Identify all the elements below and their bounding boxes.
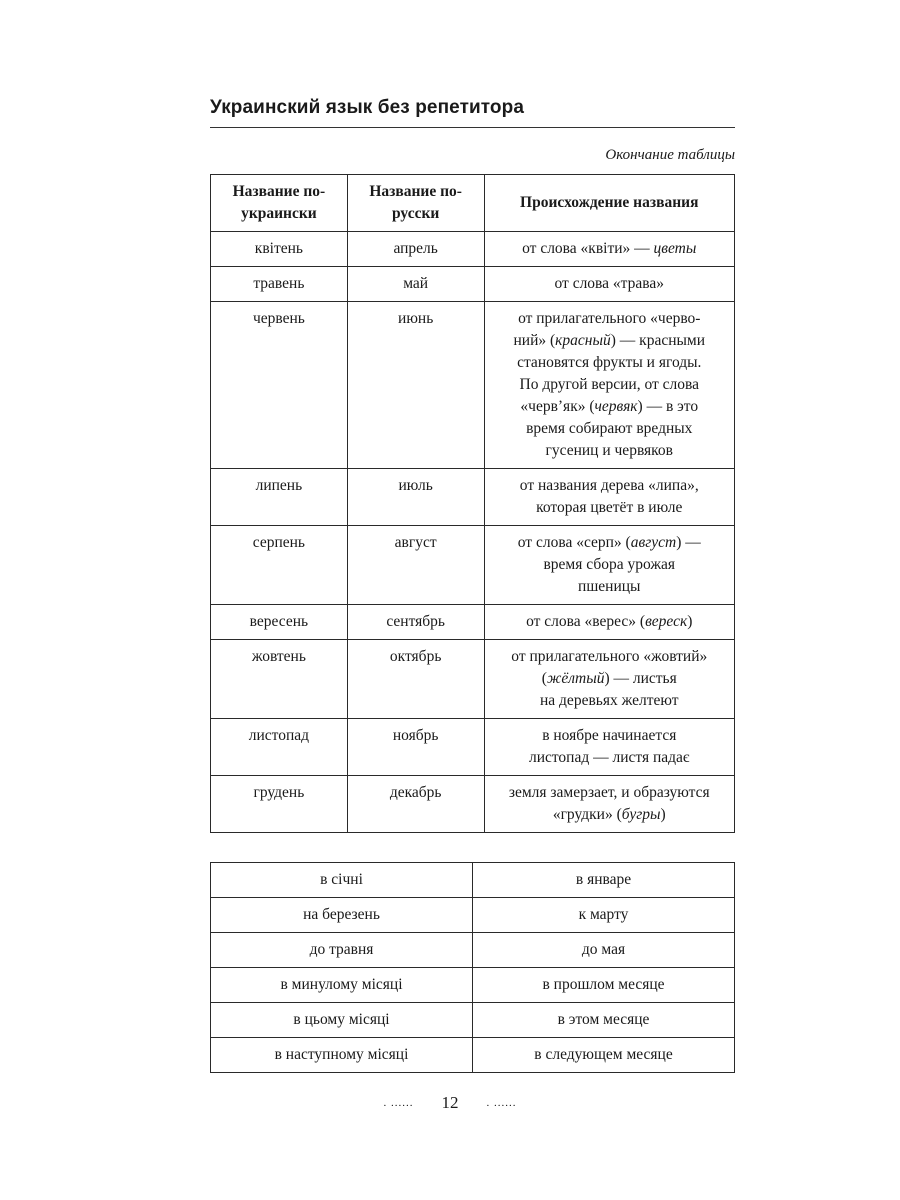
ukrainian-phrase-cell: в наступному місяці — [211, 1038, 473, 1073]
page-number: 12 — [441, 1093, 459, 1112]
ukrainian-month-cell: травень — [211, 267, 348, 302]
ukrainian-month-cell: серпень — [211, 526, 348, 605]
header-origin: Происхождение названия — [484, 175, 734, 232]
russian-phrase-cell: до мая — [473, 933, 735, 968]
russian-month-cell: декабрь — [347, 776, 484, 833]
ukrainian-month-cell: жовтень — [211, 640, 348, 719]
origin-cell: от прилагательного «жовтий» (жёлтый) — листья на деревьях желтеют — [484, 640, 734, 719]
table-row — [211, 267, 735, 302]
origin-cell: земля замерзает, и образуются «грудки» (бугры) — [484, 776, 734, 833]
origin-cell: в ноябре начинается листопад — листя падає — [484, 719, 734, 776]
ukrainian-phrase-cell: в минулому місяці — [211, 968, 473, 1003]
origin-cell: от слова «верес» (вереск) — [484, 605, 734, 640]
origin-cell: от прилагательного «черво- ний» (красный) — красными становятся фрукты и ягоды. По другой версии, от слова «черв’як» (червяк) — в это время собирают вредных гусениц и червяков — [484, 302, 734, 469]
russian-phrase-cell: в этом месяце — [473, 1003, 735, 1038]
table-row — [211, 526, 735, 605]
table-row — [211, 232, 735, 267]
russian-phrase-cell: в следующем месяце — [473, 1038, 735, 1073]
russian-month-cell: сентябрь — [347, 605, 484, 640]
ukrainian-phrase-cell: до травня — [211, 933, 473, 968]
table-row — [211, 968, 735, 1003]
russian-month-cell: август — [347, 526, 484, 605]
months-table — [210, 174, 735, 833]
page-footer — [0, 1093, 900, 1113]
ukrainian-month-cell: вересень — [211, 605, 348, 640]
ukrainian-phrase-cell: в січні — [211, 863, 473, 898]
footer-left-dots: . ...... — [383, 1097, 414, 1109]
origin-cell: от слова «серп» (август) — время сбора урожая пшеницы — [484, 526, 734, 605]
table-row — [211, 469, 735, 526]
table-row — [211, 933, 735, 968]
russian-month-cell: июль — [347, 469, 484, 526]
table-row — [211, 605, 735, 640]
header-divider — [210, 127, 735, 128]
table-continuation-note: Окончание таблицы — [605, 147, 735, 163]
origin-cell: от слова «квіти» — цветы — [484, 232, 734, 267]
running-header-title: Украинский язык без репетитора — [210, 97, 525, 118]
ukrainian-month-cell: грудень — [211, 776, 348, 833]
table-row — [211, 1003, 735, 1038]
russian-month-cell: май — [347, 267, 484, 302]
ukrainian-phrase-cell: на березень — [211, 898, 473, 933]
ukrainian-month-cell: червень — [211, 302, 348, 469]
russian-phrase-cell: в январе — [473, 863, 735, 898]
table-row — [211, 1038, 735, 1073]
russian-phrase-cell: к марту — [473, 898, 735, 933]
header-ukrainian-name: Название по-украински — [211, 175, 348, 232]
russian-month-cell: апрель — [347, 232, 484, 267]
ukrainian-month-cell: листопад — [211, 719, 348, 776]
header-russian-name: Название по-русски — [347, 175, 484, 232]
ukrainian-phrase-cell: в цьому місяці — [211, 1003, 473, 1038]
russian-month-cell: ноябрь — [347, 719, 484, 776]
russian-month-cell: октябрь — [347, 640, 484, 719]
origin-cell: от слова «трава» — [484, 267, 734, 302]
table-row — [211, 898, 735, 933]
table-row — [211, 776, 735, 833]
russian-month-cell: июнь — [347, 302, 484, 469]
table-row — [211, 863, 735, 898]
table-row — [211, 640, 735, 719]
footer-right-dots: . ...... — [486, 1097, 517, 1109]
table-row — [211, 302, 735, 469]
months-table-header-row — [211, 175, 735, 232]
ukrainian-month-cell: квітень — [211, 232, 348, 267]
origin-cell: от названия дерева «липа», которая цветёт в июле — [484, 469, 734, 526]
russian-phrase-cell: в прошлом месяце — [473, 968, 735, 1003]
phrases-table — [210, 862, 735, 1073]
ukrainian-month-cell: липень — [211, 469, 348, 526]
table-row — [211, 719, 735, 776]
